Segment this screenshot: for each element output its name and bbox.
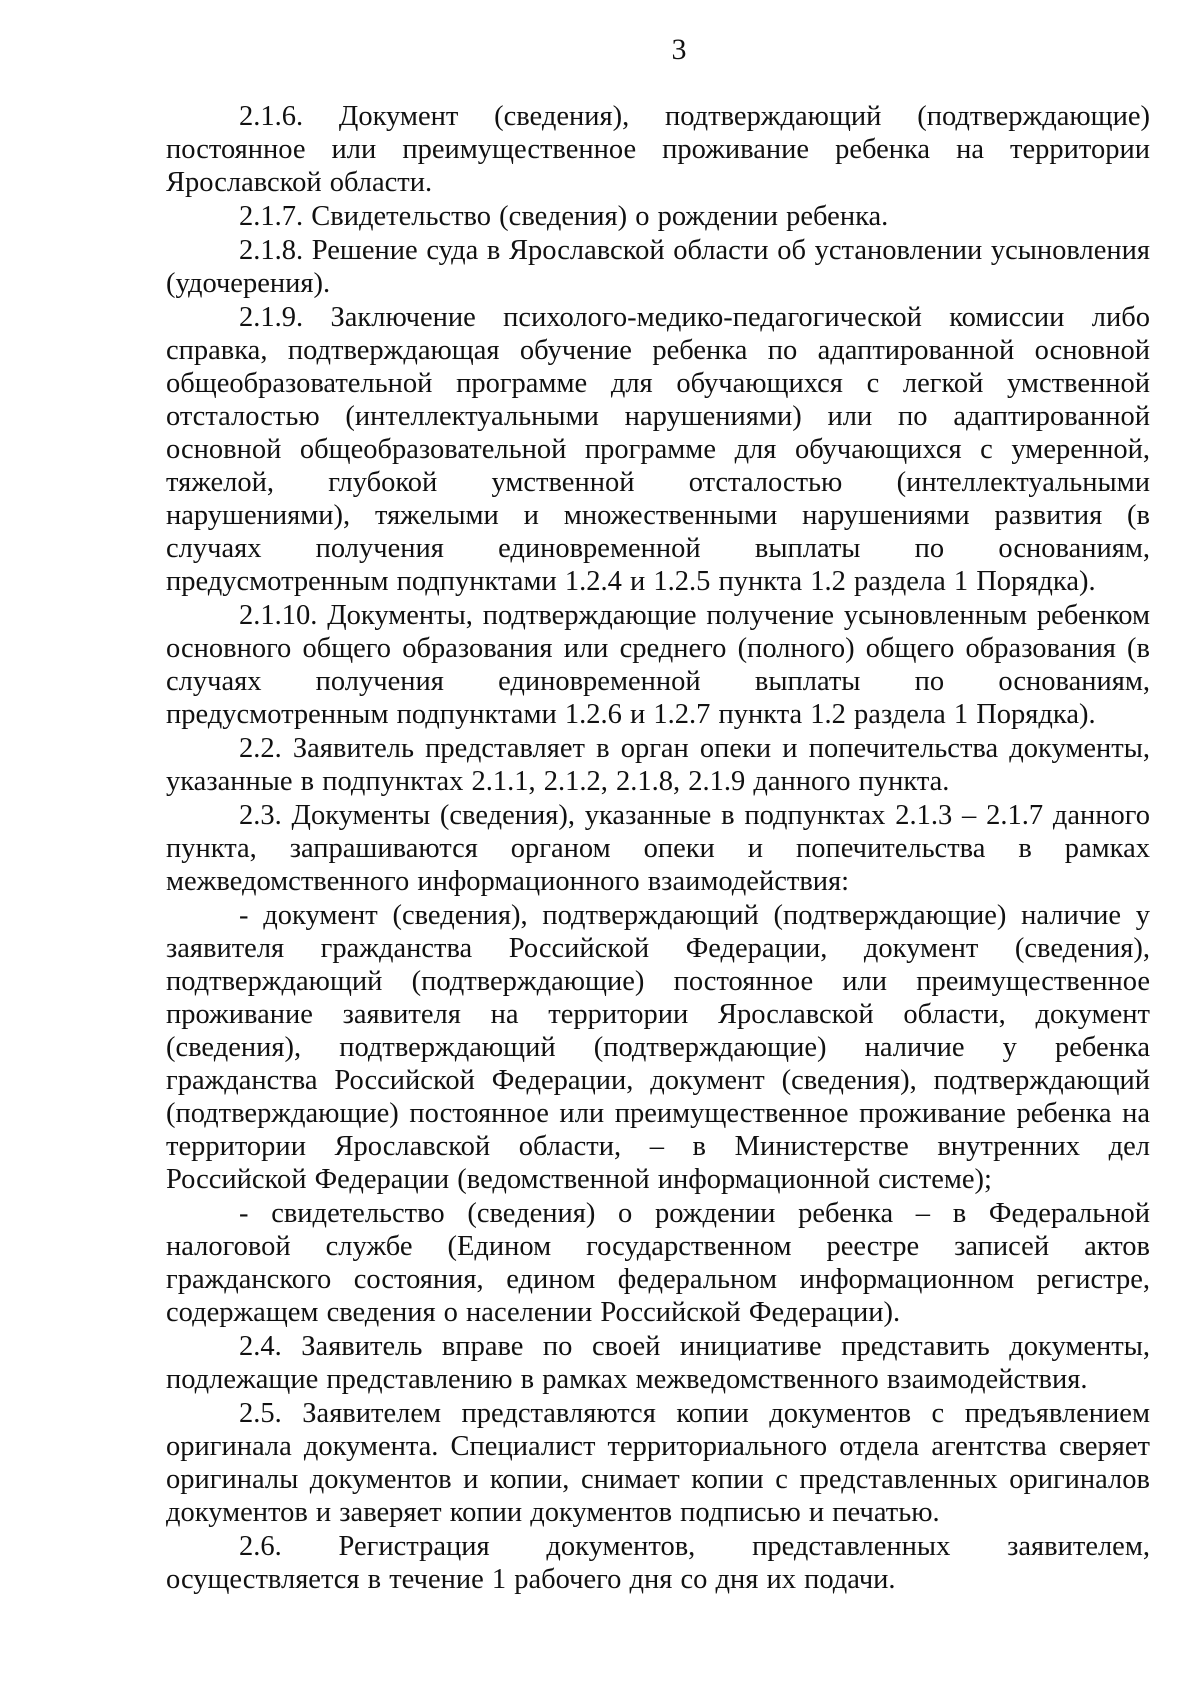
paragraph-2-3: 2.3. Документы (сведения), указанные в подпунктах 2.1.3 – 2.1.7 данного пункта, запрашиваются органом опеки и попечительства в рамках межведомственного информационного взаимодействия: xyxy=(166,800,1150,897)
document-page xyxy=(166,30,1150,1596)
paragraph-2-1-6: 2.1.6. Документ (сведения), подтверждающий (подтверждающие) постоянное или преимущественное проживание ребенка на территории Ярославской области. xyxy=(166,101,1150,198)
paragraph-2-2: 2.2. Заявитель представляет в орган опеки и попечительства документы, указанные в подпунктах 2.1.1, 2.1.2, 2.1.8, 2.1.9 данного пункта. xyxy=(166,733,1150,797)
paragraph-2-1-9: 2.1.9. Заключение психолого-медико-педагогической комиссии либо справка, подтверждающая обучение ребенка по адаптированной основной общеобразовательной программе для обучающихся с легкой умственной отсталостью (интеллектуальными нарушениями) или по адаптированной основной общеобразовательной программе для обучающихся с умеренной, тяжелой, глубокой умственной отсталостью (интеллектуальными нарушениями), тяжелыми и множественными нарушениями развития (в случаях получения единовременной выплаты по основаниям, предусмотренным подпунктами 1.2.4 и 1.2.5 пункта 1.2 раздела 1 Порядка). xyxy=(166,302,1150,597)
list-item-mvd: - документ (сведения), подтверждающий (подтверждающие) наличие у заявителя гражданства Российской Федерации, документ (сведения), подтверждающий (подтверждающие) постоянное или преимущественное проживание заявителя на территории Ярославской области, документ (сведения), подтверждающий (подтверждающие) наличие у ребенка гражданства Российской Федерации, документ (сведения), подтверждающий (подтверждающие) постоянное или преимущественное проживание ребенка на территории Ярославской области, – в Министерстве внутренних дел Российской Федерации (ведомственной информационной системе); xyxy=(166,900,1150,1195)
paragraph-2-1-10: 2.1.10. Документы, подтверждающие получение усыновленным ребенком основного общего образования или среднего (полного) общего образования (в случаях получения единовременной выплаты по основаниям, предусмотренным подпунктами 1.2.6 и 1.2.7 пункта 1.2 раздела 1 Порядка). xyxy=(166,600,1150,730)
paragraph-2-1-8: 2.1.8. Решение суда в Ярославской области об установлении усыновления (удочерения). xyxy=(166,235,1150,299)
list-item-fns: - свидетельство (сведения) о рождении ребенка – в Федеральной налоговой службе (Едином государственном реестре записей актов гражданского состояния, едином федеральном информационном регистре, содержащем сведения о населении Российской Федерации). xyxy=(166,1198,1150,1328)
paragraph-2-5: 2.5. Заявителем представляются копии документов с предъявлением оригинала документа. Специалист территориального отдела агентства сверяет оригиналы документов и копии, снимает копии с представленных оригиналов документов и заверяет копии документов подписью и печатью. xyxy=(166,1398,1150,1528)
paragraph-2-4: 2.4. Заявитель вправе по своей инициативе представить документы, подлежащие представлению в рамках межведомственного взаимодействия. xyxy=(166,1331,1150,1395)
paragraph-2-6: 2.6. Регистрация документов, представленных заявителем, осуществляется в течение 1 рабочего дня со дня их подачи. xyxy=(166,1531,1150,1595)
page-number: 3 xyxy=(671,33,687,66)
paragraph-2-1-7: 2.1.7. Свидетельство (сведения) о рождении ребенка. xyxy=(239,201,889,232)
